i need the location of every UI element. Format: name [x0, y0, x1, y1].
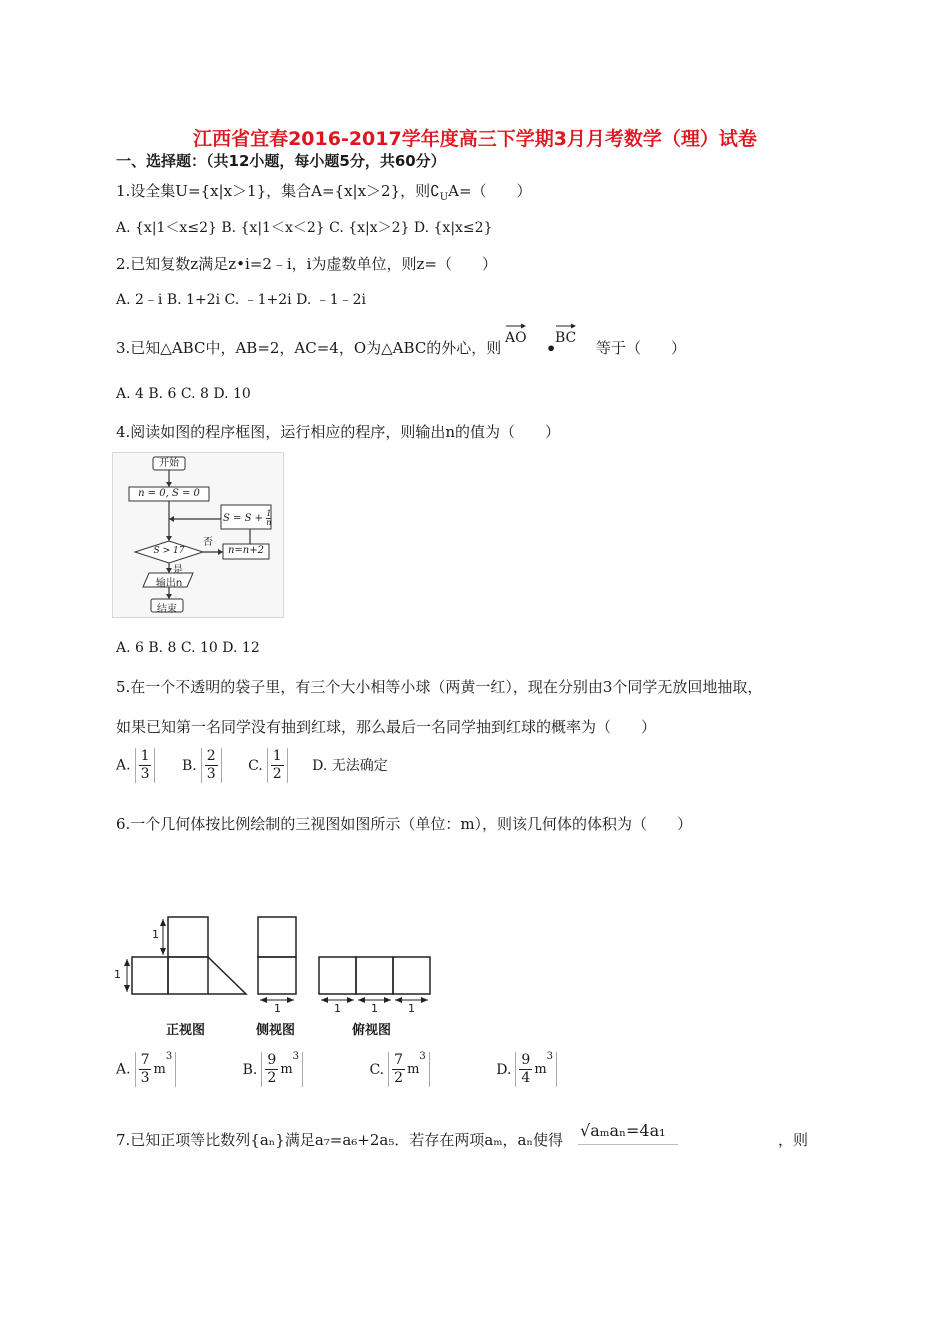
- q1-stem-end: A=（ ）: [448, 182, 532, 200]
- side-view-label: 侧视图: [256, 1023, 296, 1038]
- q6-option-b-frac: [261, 1052, 303, 1087]
- exponent: 3: [165, 1051, 173, 1062]
- flowchart-lines: [113, 453, 283, 617]
- flow-end: 结束: [157, 604, 177, 615]
- q1-stem: 1.设全集U={x|x＞1}，集合A={x|x＞2}，则∁: [116, 182, 440, 200]
- question-1: [116, 180, 532, 203]
- question-3: 3.已知△ABC中，AB=2，AC=4，O为△ABC的外心，则: [116, 339, 502, 357]
- flow-incr: n=n+2: [227, 545, 264, 556]
- top-view-label: 俯视图: [352, 1023, 392, 1038]
- flow-output: 输出n: [155, 578, 183, 589]
- q5-option-c-label: C.: [248, 757, 263, 774]
- exponent: 3: [419, 1051, 426, 1062]
- q5-options: [116, 748, 388, 783]
- flow-update-num: 1: [266, 509, 272, 518]
- three-views-figure: [110, 912, 440, 1040]
- unit: m: [153, 1062, 166, 1077]
- front-view-label: 正视图: [166, 1023, 206, 1038]
- q1-sub: U: [439, 192, 449, 203]
- q7-formula-text: √aₘaₙ=4a₁: [580, 1121, 666, 1140]
- vector-arrow-icon: [555, 322, 577, 330]
- frac-num: 7: [394, 1052, 404, 1068]
- question-4: 4.阅读如图的程序框图，运行相应的程序，则输出n的值为（ ）: [116, 423, 560, 441]
- dim-label: 1: [114, 968, 121, 981]
- q6-option-c-frac: [388, 1052, 430, 1087]
- question-5-line-2: 如果已知第一名同学没有抽到红球，那么最后一名同学抽到红球的概率为（ ）: [116, 718, 657, 736]
- frac-den: 2: [272, 766, 282, 782]
- exponent: 3: [546, 1051, 554, 1062]
- q5-option-a-label: A.: [116, 757, 131, 774]
- page-title: 江西省宜春2016-2017学年度高三下学期3月月考数学（理）试卷: [193, 128, 757, 150]
- flow-cond: S > 17: [153, 546, 185, 556]
- q3-options: A. 4 B. 6 C. 8 D. 10: [116, 386, 251, 402]
- frac-num: 2: [206, 748, 216, 764]
- unit: m: [407, 1062, 420, 1077]
- flow-update-frac: [266, 510, 271, 527]
- q7-formula: [578, 1118, 678, 1145]
- flow-update-den: n: [266, 518, 272, 527]
- q3-stem-end: 等于（ ）: [596, 339, 687, 357]
- frac-num: 1: [272, 748, 282, 764]
- section-heading: 一、选择题：（共12小题，每小题5分，共60分）: [116, 152, 446, 170]
- unit: m: [534, 1062, 547, 1077]
- vector-ao: [505, 322, 527, 346]
- frac-den: 2: [394, 1070, 404, 1086]
- flow-update-s-text: S = S +: [223, 513, 267, 524]
- q1-options: A. {x|1＜x≤2} B. {x|1＜x＜2} C. {x|x＞2} D. {x|x≤2}: [116, 220, 493, 236]
- question-5-line-1: 5.在一个不透明的袋子里，有三个大小相等小球（两黄一红），现在分别由3个同学无放回地抽取，: [116, 678, 763, 696]
- flow-no: 否: [203, 537, 213, 548]
- q6-option-d-label: D.: [496, 1061, 512, 1078]
- exponent: 3: [292, 1051, 300, 1062]
- question-6: 6.一个几何体按比例绘制的三视图如图所示（单位：m），则该几何体的体积为（ ）: [116, 815, 693, 833]
- q6-option-a-frac: [135, 1052, 177, 1087]
- q5-option-d: D. 无法确定: [312, 757, 388, 774]
- flowchart: [112, 452, 284, 618]
- frac-den: 3: [206, 766, 216, 782]
- frac-den: 3: [140, 766, 150, 782]
- dim-label: 1: [371, 1002, 378, 1015]
- vector-ao-label: AO: [505, 330, 527, 346]
- flow-yes: 是: [173, 565, 183, 576]
- frac-den: 3: [140, 1070, 150, 1086]
- q5-option-b-frac: [201, 748, 222, 783]
- q6-option-c-label: C.: [369, 1061, 385, 1078]
- q4-options: A. 6 B. 8 C. 10 D. 12: [116, 640, 260, 656]
- q5-option-a-frac: [135, 748, 156, 783]
- dim-label: 1: [274, 1002, 281, 1015]
- dim-label: 1: [152, 928, 159, 941]
- dim-label: 1: [334, 1002, 341, 1015]
- frac-den: 2: [267, 1070, 277, 1086]
- q6-options: [116, 1052, 561, 1087]
- q6-option-b-label: B.: [242, 1061, 258, 1078]
- vector-bc-label: BC: [555, 330, 577, 346]
- frac-num: 7: [140, 1052, 150, 1068]
- frac-num: 9: [267, 1052, 277, 1068]
- frac-den: 4: [521, 1070, 531, 1086]
- q5-option-b-label: B.: [181, 757, 197, 774]
- dot-operator: •: [546, 339, 557, 358]
- frac-num: 9: [521, 1052, 531, 1068]
- q6-option-d-frac: [515, 1052, 557, 1087]
- dim-label: 1: [408, 1002, 415, 1015]
- question-7: 7.已知正项等比数列{aₙ}满足a₇=a₆+2a₅．若存在两项aₘ，aₙ使得: [116, 1131, 563, 1149]
- flow-init: n = 0, S = 0: [138, 488, 200, 499]
- q2-options: A. 2﹣i B. 1+2i C. ﹣1+2i D. ﹣1﹣2i: [116, 292, 367, 308]
- flow-start: 开始: [159, 458, 179, 469]
- q7-stem-end: ，则: [778, 1131, 809, 1149]
- q5-option-c-frac: [267, 748, 288, 783]
- flow-update-s: [223, 510, 271, 527]
- vector-arrow-icon: [505, 322, 527, 330]
- vector-bc: [555, 322, 577, 346]
- question-2: 2.已知复数z满足z•i=2﹣i，i为虚数单位，则z=（ ）: [116, 255, 497, 273]
- q6-option-a-label: A.: [116, 1061, 131, 1078]
- frac-num: 1: [140, 748, 150, 764]
- unit: m: [280, 1062, 293, 1077]
